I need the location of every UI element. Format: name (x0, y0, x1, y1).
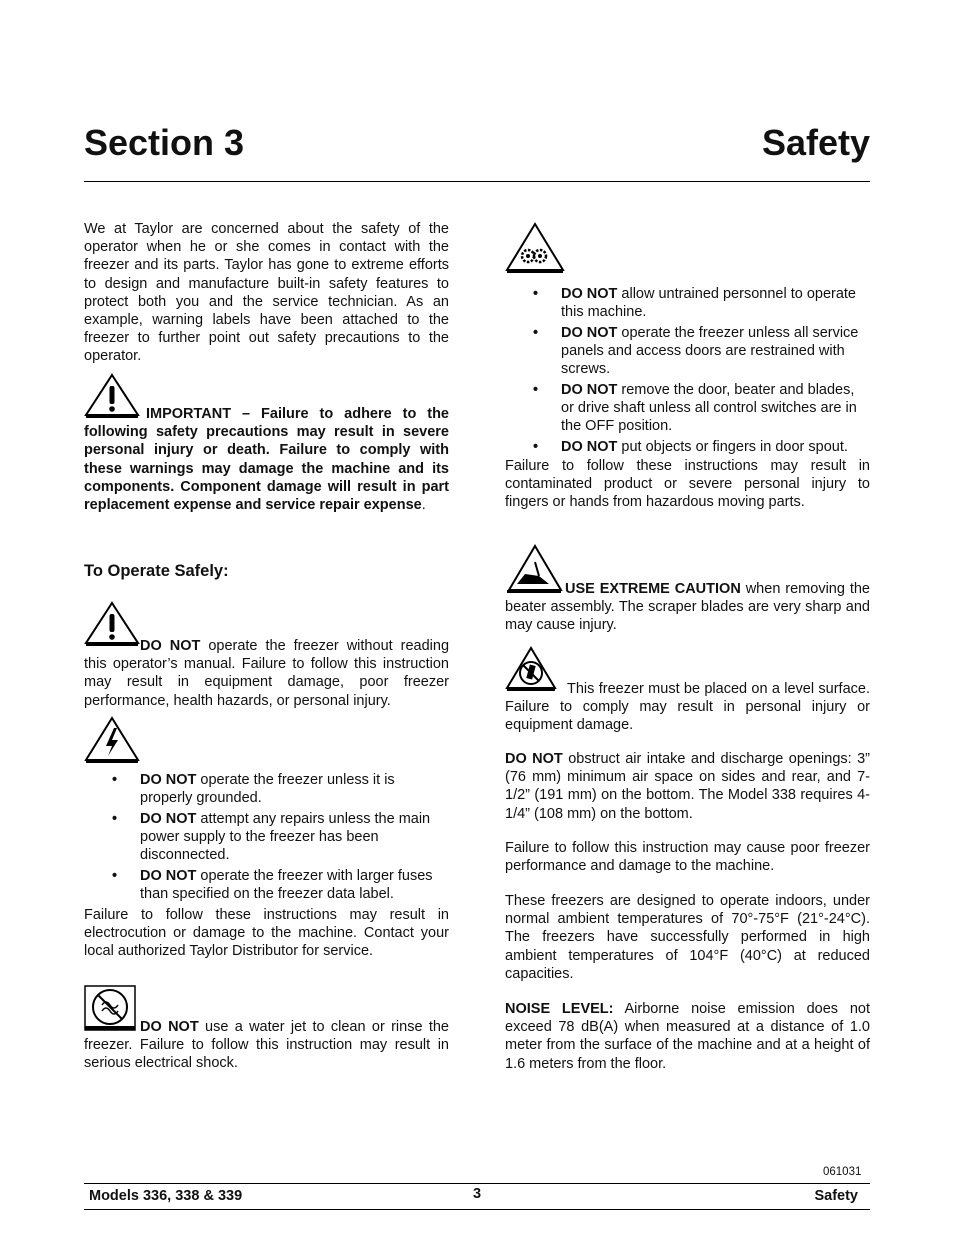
page-number: 3 (473, 1186, 482, 1202)
water-jet-warning: DO NOT use a water jet to clean or rinse the freezer. Failure to follow this instruction may result in serious electrical shock. (84, 985, 449, 1073)
moving-parts-warning (505, 222, 870, 511)
level-surface-warning: This freezer must be placed on a level surface. Failure to comply may result in personal injury or equipment damage. (505, 646, 870, 735)
to-operate-safely-heading: To Operate Safely: (84, 562, 229, 580)
ambient-temperature-paragraph: These freezers are designed to operate indoors, under normal ambient temperatures of 70°-75°F (21°-24°C). The freezers have successfully performed in high ambient temperatures of 104°F (40°C) at reduced capacities. (505, 893, 870, 982)
section-title: Safety (761, 122, 870, 163)
footer-rule-bottom (84, 1209, 870, 1210)
air-clearance-paragraph: DO NOT obstruct air intake and discharge openings: 3” (76 mm) minimum air space on sides and rear, and 7-1/2” (191 mm) on the bottom. The Model 338 requires 4-1/4” (108 mm) on the bottom. (505, 751, 870, 822)
list-item: • DO NOT attempt any repairs unless the main power supply to the freezer has been disconnected. (112, 810, 431, 864)
manual-warning: DO NOT operate the freezer without reading this operator’s manual. Failure to follow this instruction may result in equipment damage, poor freezer performance, health hazards, or personal injury. (84, 601, 449, 710)
page-header (84, 122, 870, 166)
list-item: • DO NOT allow untrained personnel to operate this machine. (533, 286, 856, 321)
noise-level-paragraph: NOISE LEVEL: Airborne noise emission does not exceed 78 dB(A) when measured at a distance of 1.0 meter from the surface of the machine and at a height of 1.6 meters from the floor. (505, 1001, 870, 1072)
electrical-hazard-icon (84, 716, 140, 764)
electrical-warning (84, 716, 449, 961)
document-code: 061031 (823, 1166, 862, 1178)
important-warning: IMPORTANT – Failure to adhere to the following safety precautions may result in severe personal injury or death. Failure to comply with these warnings may damage the machine and its components. Component damage will result in part replacement expense and service repair expense. (84, 373, 449, 514)
list-item: • DO NOT remove the door, beater and blades, or drive shaft unless all control switches are in the OFF position. (533, 382, 857, 435)
moving-parts-bullets (505, 285, 870, 456)
list-item: • DO NOT operate the freezer with larger fuses than specified on the freezer data label. (112, 868, 433, 903)
footer-section: Safety (814, 1188, 858, 1204)
electrical-note: Failure to follow these instructions may result in electrocution or damage to the machine. Contact your local authorized Taylor Distributor for service. (84, 906, 449, 960)
intro-paragraph: We at Taylor are concerned about the safety of the operator when he or she comes in contact with the freezer and its parts. Taylor has gone to extreme efforts to design and manufacture built-in safety features to protect both you and the service technician. As an example, warning labels have been attached to the freezer to further point out safety precautions to the operator. (84, 221, 449, 365)
header-rule (84, 181, 870, 182)
footer-rule-top (84, 1183, 870, 1184)
footer-models: Models 336, 338 & 339 (89, 1188, 243, 1204)
section-number: Section 3 (84, 122, 245, 163)
moving-parts-note: Failure to follow these instructions may result in contaminated product or severe personal injury to fingers or hands from hazardous moving parts. (505, 457, 870, 511)
list-item: • DO NOT put objects or fingers in door spout. (533, 439, 848, 456)
electrical-bullets (84, 771, 449, 903)
moving-parts-hazard-icon (505, 222, 565, 274)
blade-warning: USE EXTREME CAUTION when removing the beater assembly. The scraper blades are very sharp and may cause injury. (505, 544, 870, 635)
air-clearance-note: Failure to follow this instruction may cause poor freezer performance and damage to the machine. (505, 840, 870, 875)
list-item: • DO NOT operate the freezer unless it is properly grounded. (112, 772, 395, 807)
list-item: • DO NOT operate the freezer unless all service panels and access doors are restrained with screws. (533, 324, 859, 378)
